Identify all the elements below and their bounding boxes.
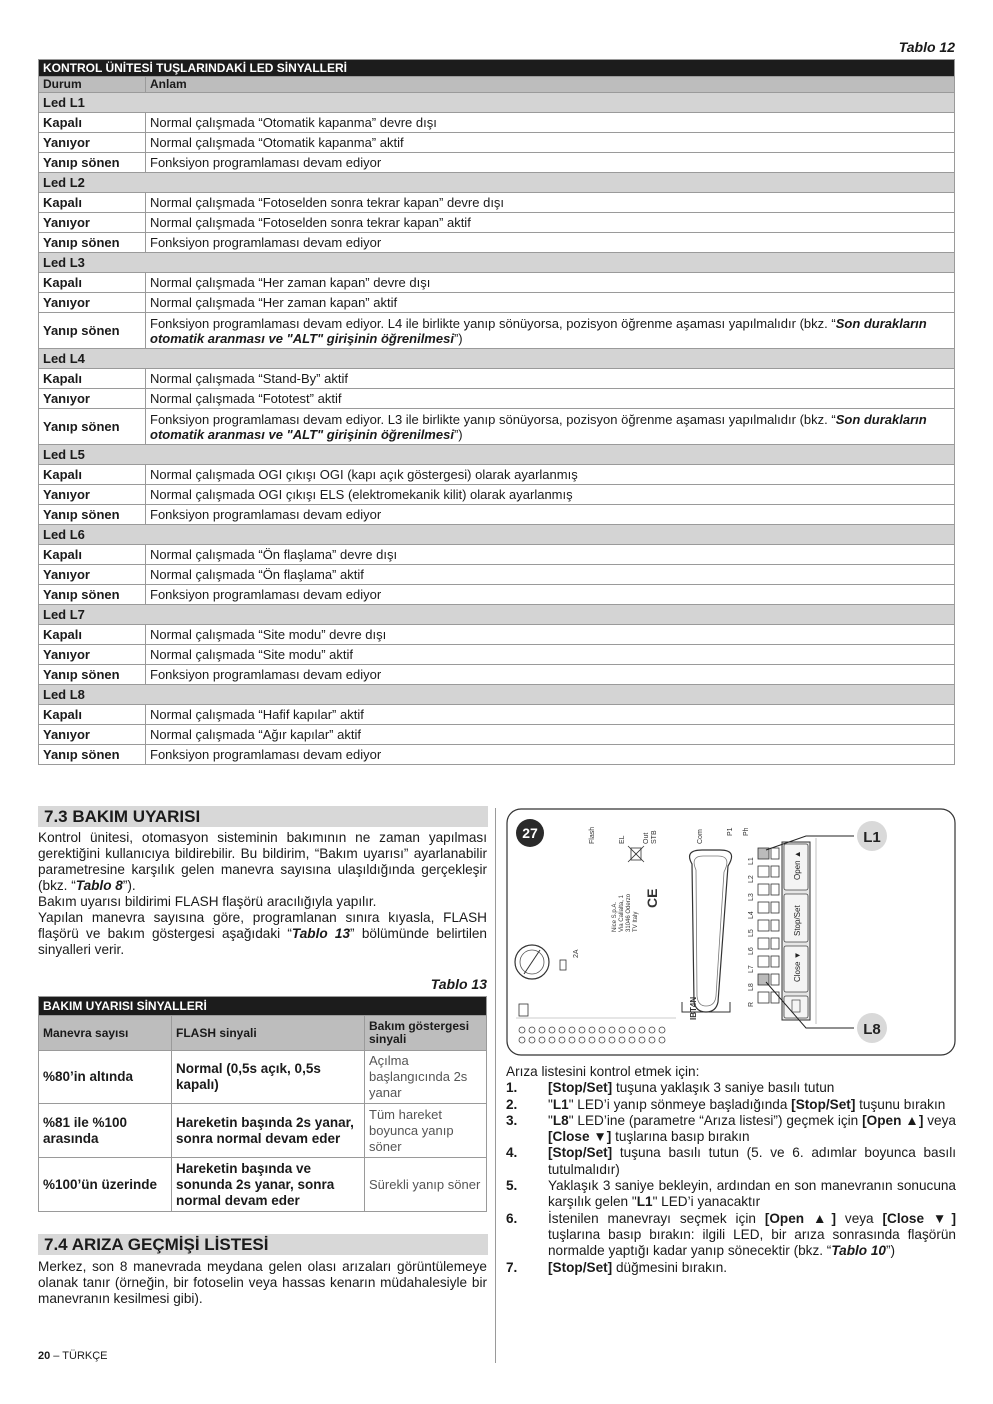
table-row bbox=[39, 485, 955, 505]
led-label: L6 bbox=[748, 947, 755, 955]
step-number: 6. bbox=[506, 1210, 518, 1226]
open-button-label: Open ▲ bbox=[793, 850, 802, 880]
led-meaning: Normal çalışmada “Otomatik kapanma” aktif bbox=[146, 133, 955, 153]
led-indicator bbox=[758, 866, 769, 877]
led-label: L4 bbox=[748, 911, 755, 919]
table-row bbox=[39, 313, 955, 349]
table-cell: Tüm hareket boyunca yanıp söner bbox=[365, 1104, 487, 1158]
table-row bbox=[39, 565, 955, 585]
table12-title: KONTROL ÜNİTESİ TUŞLARINDAKİ LED SİNYALLERİ bbox=[39, 60, 955, 77]
led-group-row bbox=[39, 253, 955, 273]
led-meaning: Fonksiyon programlaması devam ediyor bbox=[146, 153, 955, 173]
stop-set-button-label: Stop/Set bbox=[793, 905, 802, 936]
table-row bbox=[39, 369, 955, 389]
step-text: "L1" LED’i yanıp sönmeye başladığında [Stop/Set] tuşunu bırakın bbox=[548, 1096, 946, 1112]
led-meaning: Normal çalışmada “Stand-By” aktif bbox=[146, 369, 955, 389]
led-meaning: Normal çalışmada “Her zaman kapan” aktif bbox=[146, 293, 955, 313]
table13-header: Manevra sayısı bbox=[39, 1016, 172, 1051]
callout-l1: L1 bbox=[863, 829, 881, 846]
terminal-label: EL bbox=[619, 835, 626, 844]
table-row bbox=[39, 665, 955, 685]
ce-mark: CE bbox=[644, 888, 660, 908]
figure-27-control-board bbox=[506, 808, 956, 1056]
led-state: Yanıp sönen bbox=[39, 233, 146, 253]
led-state: Kapalı bbox=[39, 193, 146, 213]
led-meaning: Fonksiyon programlaması devam ediyor bbox=[146, 233, 955, 253]
table-row bbox=[39, 625, 955, 645]
led-meaning: Fonksiyon programlaması devam ediyor bbox=[146, 665, 955, 685]
step-text: [Stop/Set] tuşuna basılı tutun (5. ve 6. adımlar boyunca basılı tutulmalıdır) bbox=[548, 1145, 956, 1177]
table-row bbox=[39, 465, 955, 485]
led-group-name: Led L8 bbox=[39, 685, 955, 705]
led-state: Yanıyor bbox=[39, 389, 146, 409]
led-state: Kapalı bbox=[39, 705, 146, 725]
step-number: 4. bbox=[506, 1145, 518, 1161]
table-row bbox=[39, 113, 955, 133]
led-state: Yanıyor bbox=[39, 293, 146, 313]
table-row bbox=[39, 745, 955, 765]
table-row bbox=[39, 213, 955, 233]
led-label: L2 bbox=[748, 875, 755, 883]
led-state: Yanıyor bbox=[39, 485, 146, 505]
table12-header: Anlam bbox=[146, 77, 955, 93]
led-meaning: Fonksiyon programlaması devam ediyor bbox=[146, 505, 955, 525]
led-state: Yanıp sönen bbox=[39, 505, 146, 525]
table-row bbox=[39, 505, 955, 525]
step-item bbox=[506, 1260, 956, 1276]
led-state: Kapalı bbox=[39, 369, 146, 389]
led-state: Kapalı bbox=[39, 545, 146, 565]
table-row bbox=[39, 545, 955, 565]
terminal-label: Out bbox=[643, 832, 650, 844]
led-indicator bbox=[758, 938, 769, 949]
table-row bbox=[39, 389, 955, 409]
led-meaning: Normal çalışmada OGI çıkışı ELS (elektromekanik kilit) olarak ayarlanmış bbox=[146, 485, 955, 505]
board-id: IBT4N bbox=[689, 996, 698, 1020]
led-group-name: Led L1 bbox=[39, 93, 955, 113]
page-number: 20 bbox=[38, 1350, 51, 1362]
led-state: Yanıyor bbox=[39, 645, 146, 665]
led-state: Yanıyor bbox=[39, 725, 146, 745]
led-meaning: Normal çalışmada “Site modu” devre dışı bbox=[146, 625, 955, 645]
led-indicator bbox=[758, 920, 769, 931]
step-text: "L8" LED’ine (parametre “Arıza listesi”) geçmek için [Open ▲] veya [Close ▼] tuşlarına basıp bırakın bbox=[548, 1112, 956, 1145]
callout-l8: L8 bbox=[863, 1021, 881, 1038]
led-meaning: Normal çalışmada “Site modu” aktif bbox=[146, 645, 955, 665]
terminal-label: STB bbox=[651, 830, 658, 844]
terminal-label: Com bbox=[697, 829, 704, 844]
led-pad bbox=[771, 920, 779, 931]
section-7-4-heading: 7.4 ARIZA GEÇMİŞİ LİSTESİ bbox=[38, 1234, 488, 1255]
led-signals-table bbox=[38, 59, 955, 765]
close-button-label: Close ▼ bbox=[793, 951, 802, 982]
figure-number: 27 bbox=[522, 825, 538, 841]
table-cell: Sürekli yanıp söner bbox=[365, 1158, 487, 1212]
led-state: Kapalı bbox=[39, 273, 146, 293]
steps-intro: Arıza listesini kontrol etmek için: bbox=[506, 1064, 700, 1079]
led-group-name: Led L2 bbox=[39, 173, 955, 193]
step-text: Yaklaşık 3 saniye bekleyin, ardından en son manevranın sonucuna karşılık gelen "L1" LED’i yanacaktır bbox=[548, 1178, 956, 1210]
led-state: Yanıp sönen bbox=[39, 153, 146, 173]
maker-text: 31046 Oderzo bbox=[626, 893, 632, 932]
table12-label: Tablo 12 bbox=[898, 39, 955, 55]
led-pad bbox=[771, 902, 779, 913]
step-item bbox=[506, 1097, 956, 1113]
led-meaning: Fonksiyon programlaması devam ediyor bbox=[146, 745, 955, 765]
led-group-row bbox=[39, 605, 955, 625]
table-row bbox=[39, 153, 955, 173]
led-meaning: Normal çalışmada “Hafif kapılar” aktif bbox=[146, 705, 955, 725]
led-state: Kapalı bbox=[39, 465, 146, 485]
led-group-name: Led L4 bbox=[39, 349, 955, 369]
led-pad bbox=[771, 956, 779, 967]
step-number: 3. bbox=[506, 1112, 518, 1128]
led-state: Kapalı bbox=[39, 113, 146, 133]
step-item bbox=[506, 1145, 956, 1178]
maintenance-signals-table bbox=[38, 996, 487, 1212]
led-label: L7 bbox=[748, 965, 755, 973]
led-group-name: Led L5 bbox=[39, 445, 955, 465]
led-group-row bbox=[39, 173, 955, 193]
step-number: 5. bbox=[506, 1178, 518, 1194]
led-meaning: Normal çalışmada “Fototest” aktif bbox=[146, 389, 955, 409]
led-state: Yanıp sönen bbox=[39, 313, 146, 349]
table-cell: Normal (0,5s açık, 0,5s kapalı) bbox=[172, 1051, 365, 1104]
led-meaning: Normal çalışmada “Ön flaşlama” devre dışı bbox=[146, 545, 955, 565]
led-state: Yanıp sönen bbox=[39, 745, 146, 765]
maker-text: Via Callalta, 1 bbox=[619, 895, 625, 932]
step-item bbox=[506, 1211, 956, 1260]
led-meaning: Normal çalışmada “Fotoselden sonra tekrar kapan” devre dışı bbox=[146, 193, 955, 213]
step-number: 2. bbox=[506, 1096, 518, 1112]
section-7-3-text: Kontrol ünitesi, otomasyon sisteminin bakımının ne zaman yapılması gerektiğini kullanıcıya bildirebilir. Bu bildirim, “Bakım uyarısı” ayarlanabilir parametresine karşılık gelen manevra sayısına ulaşıldığında gerçekleşir (bkz. “Tablo 8”). Bakım uyarısı bildirimi FLASH flaşörü aracılığıyla yapılır. Yapılan manevra sayısına göre, programlanan sınıra kıyasla, FLASH flaşörü ve bakım göstergesi aşağıdaki “Tablo 13” bölümünde belirtilen sinyalleri verir. bbox=[38, 830, 487, 957]
table-row bbox=[39, 273, 955, 293]
step-item bbox=[506, 1080, 956, 1096]
table-cell: %81 ile %100 arasında bbox=[39, 1104, 172, 1158]
led-group-row bbox=[39, 445, 955, 465]
led-state: Yanıp sönen bbox=[39, 665, 146, 685]
led-indicator bbox=[758, 902, 769, 913]
step-item bbox=[506, 1178, 956, 1211]
table-cell: %100’ün üzerinde bbox=[39, 1158, 172, 1212]
table13-title: BAKIM UYARISI SİNYALLERİ bbox=[39, 997, 487, 1016]
table-row bbox=[39, 705, 955, 725]
led-label: L8 bbox=[748, 983, 755, 991]
terminal-label: P1 bbox=[727, 827, 734, 836]
step-number: 1. bbox=[506, 1080, 518, 1096]
led-column bbox=[758, 848, 779, 1003]
led-pad bbox=[771, 974, 779, 985]
table-row bbox=[39, 193, 955, 213]
led-group-name: Led L7 bbox=[39, 605, 955, 625]
led-group-name: Led L6 bbox=[39, 525, 955, 545]
table-row bbox=[39, 409, 955, 445]
footer-language: – TÜRKÇE bbox=[50, 1350, 108, 1362]
table-cell: Hareketin başında 2s yanar, sonra normal devam eder bbox=[172, 1104, 365, 1158]
led-meaning: Fonksiyon programlaması devam ediyor. L3 ile birlikte yanıp sönüyorsa, pozisyon öğrenme aşaması yapılmalıdır (bkz. “Son durakların otomatik aranması ve "ALT" girişinin öğrenilmesi”) bbox=[146, 409, 955, 445]
fault-list-steps bbox=[506, 1064, 956, 1276]
led-label: L3 bbox=[748, 893, 755, 901]
led-indicator bbox=[758, 884, 769, 895]
step-text: [Stop/Set] tuşuna yaklaşık 3 saniye basılı tutun bbox=[548, 1080, 835, 1096]
led-meaning: Fonksiyon programlaması devam ediyor. L4 ile birlikte yanıp sönüyorsa, pozisyon öğrenme aşaması yapılmalıdır (bkz. “Son durakların otomatik aranması ve "ALT" girişinin öğrenilmesi”) bbox=[146, 313, 955, 349]
table-row bbox=[39, 645, 955, 665]
led-pad bbox=[771, 938, 779, 949]
led-state: Yanıyor bbox=[39, 133, 146, 153]
led-indicator bbox=[758, 956, 769, 967]
table13-header: Bakım göstergesi sinyali bbox=[365, 1016, 487, 1051]
fuse-label: 2A bbox=[573, 949, 580, 958]
section-7-4-text: Merkez, son 8 manevrada meydana gelen olası arızaları görüntülemeye olanak tanır (örneğin, bir fotoselin veya hassas kenarın müdahalesiyle bir manevranın kesilmesi gibi). bbox=[38, 1259, 487, 1306]
table-row bbox=[39, 585, 955, 605]
table-row bbox=[39, 233, 955, 253]
table12-header: Durum bbox=[39, 77, 146, 93]
led-state: Yanıp sönen bbox=[39, 585, 146, 605]
page-footer bbox=[38, 1350, 108, 1362]
step-text: İstenilen manevrayı seçmek için [Open ▲] veya [Close ▼] tuşlarına basıp bırakın: ilgili LED, bir arıza sonrasında flaşörün normalde yaptığı kadar yanıp sönecektir (bkz. “Tablo 10”) bbox=[548, 1210, 956, 1259]
led-indicator bbox=[758, 992, 769, 1003]
table-row bbox=[39, 293, 955, 313]
step-number: 7. bbox=[506, 1259, 518, 1275]
led-meaning: Normal çalışmada OGI çıkışı OGI (kapı açık göstergesi) olarak ayarlanmış bbox=[146, 465, 955, 485]
led-label: L5 bbox=[748, 929, 755, 937]
led-state: Yanıyor bbox=[39, 565, 146, 585]
led-state: Yanıyor bbox=[39, 213, 146, 233]
column-divider bbox=[495, 808, 496, 1363]
step-item bbox=[506, 1113, 956, 1146]
led-group-name: Led L3 bbox=[39, 253, 955, 273]
led-meaning: Normal çalışmada “Ağır kapılar” aktif bbox=[146, 725, 955, 745]
led-label: R bbox=[748, 1001, 755, 1007]
table13-header: FLASH sinyali bbox=[172, 1016, 365, 1051]
led-state: Kapalı bbox=[39, 625, 146, 645]
led-pad bbox=[771, 884, 779, 895]
led-group-row bbox=[39, 525, 955, 545]
table-cell: Hareketin başında ve sonunda 2s yanar, sonra normal devam eder bbox=[172, 1158, 365, 1212]
table-row bbox=[39, 725, 955, 745]
table-cell: %80’in altında bbox=[39, 1051, 172, 1104]
table-cell: Açılma başlangıcında 2s yanar bbox=[365, 1051, 487, 1104]
led-label: L1 bbox=[748, 857, 755, 865]
maker-text: Nice S.p.A. bbox=[612, 901, 618, 932]
led-pad bbox=[771, 992, 779, 1003]
led-meaning: Normal çalışmada “Otomatik kapanma” devre dışı bbox=[146, 113, 955, 133]
table13-label: Tablo 13 bbox=[430, 976, 487, 992]
led-meaning: Normal çalışmada “Ön flaşlama” aktif bbox=[146, 565, 955, 585]
led-meaning: Fonksiyon programlaması devam ediyor bbox=[146, 585, 955, 605]
led-state: Yanıp sönen bbox=[39, 409, 146, 445]
led-pad bbox=[771, 848, 779, 859]
led-group-row bbox=[39, 93, 955, 113]
terminal-label: Flash bbox=[589, 826, 596, 844]
led-group-row bbox=[39, 349, 955, 369]
section-7-3-heading: 7.3 BAKIM UYARISI bbox=[38, 806, 488, 827]
step-text: [Stop/Set] düğmesini bırakın. bbox=[548, 1259, 728, 1275]
led-meaning: Normal çalışmada “Fotoselden sonra tekrar kapan” aktif bbox=[146, 213, 955, 233]
maker-text: TV Italy bbox=[633, 911, 639, 932]
led-meaning: Normal çalışmada “Her zaman kapan” devre dışı bbox=[146, 273, 955, 293]
led-group-row bbox=[39, 685, 955, 705]
led-pad bbox=[771, 866, 779, 877]
table-row bbox=[39, 133, 955, 153]
terminal-label: Ph bbox=[743, 827, 750, 836]
